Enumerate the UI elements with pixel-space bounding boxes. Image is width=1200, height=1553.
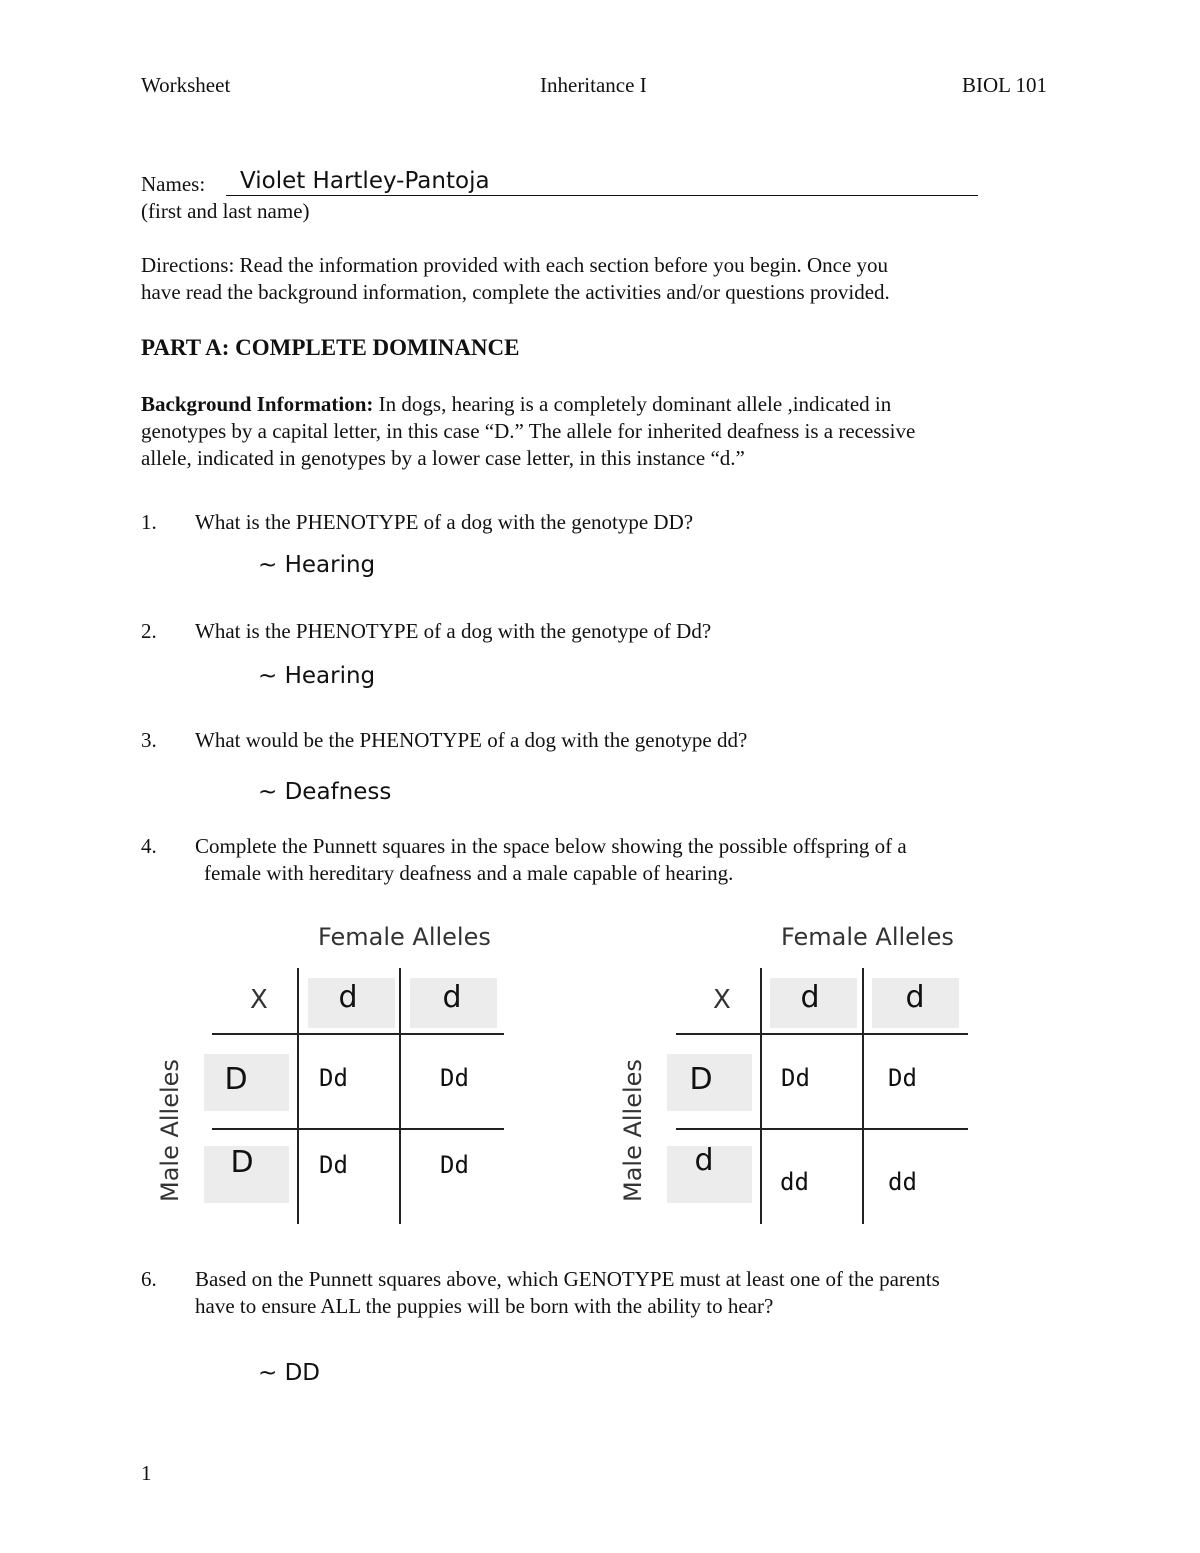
female-allele-1: d	[800, 980, 820, 1015]
question-3-text: What would be the PHENOTYPE of a dog with the genotype dd?	[195, 728, 748, 752]
question-4-number: 4.	[141, 834, 157, 858]
question-1-text: What is the PHENOTYPE of a dog with the genotype DD?	[195, 510, 694, 534]
offspring-cell[interactable]: Dd	[440, 1064, 469, 1092]
grid-line	[760, 968, 762, 1224]
question-6-text2: have to ensure ALL the puppies will be born with the ability to hear?	[195, 1294, 774, 1318]
directions-line1: Directions: Read the information provided with each section before you begin. Once you	[141, 253, 889, 277]
question-6-number: 6.	[141, 1267, 157, 1291]
female-alleles-title: Female Alleles	[781, 923, 954, 951]
background-line1	[141, 391, 891, 418]
offspring-cell[interactable]: Dd	[319, 1064, 348, 1092]
names-hint: (first and last name)	[141, 199, 310, 223]
male-allele-2: d	[694, 1143, 714, 1178]
offspring-cell[interactable]: Dd	[319, 1151, 348, 1179]
question-4-text2: female with hereditary deafness and a male capable of hearing.	[204, 861, 734, 885]
question-2-text: What is the PHENOTYPE of a dog with the genotype of Dd?	[195, 619, 712, 643]
grid-line	[399, 968, 401, 1224]
answer-6[interactable]: ~ DD	[258, 1360, 321, 1386]
cross-symbol: X	[250, 985, 268, 1015]
cross-symbol: X	[713, 985, 731, 1015]
grid-line	[676, 1033, 968, 1035]
answer-3[interactable]: ~ Deafness	[258, 779, 392, 805]
answer-2[interactable]: ~ Hearing	[258, 663, 376, 689]
male-alleles-title: Male Alleles	[156, 1059, 184, 1202]
background-line2: genotypes by a capital letter, in this case “D.” The allele for inherited deafness is a recessive	[141, 419, 916, 443]
offspring-cell[interactable]: dd	[780, 1168, 809, 1196]
male-alleles-title: Male Alleles	[619, 1059, 647, 1202]
offspring-cell[interactable]: Dd	[888, 1064, 917, 1092]
page-number: 1	[141, 1461, 152, 1485]
female-alleles-title: Female Alleles	[318, 923, 491, 951]
header-right: BIOL 101	[962, 73, 1047, 97]
question-1-number: 1.	[141, 510, 157, 534]
header-center: Inheritance I	[540, 73, 647, 97]
question-4-text: Complete the Punnett squares in the space below showing the possible offspring of a	[195, 834, 907, 858]
male-allele-2: D	[230, 1145, 254, 1180]
offspring-cell[interactable]: dd	[888, 1168, 917, 1196]
offspring-cell[interactable]: Dd	[440, 1151, 469, 1179]
names-underline	[226, 195, 978, 196]
question-3-number: 3.	[141, 728, 157, 752]
directions-line2: have read the background information, complete the activities and/or questions provided.	[141, 280, 890, 304]
grid-line	[297, 968, 299, 1224]
background-line3: allele, indicated in genotypes by a lower case letter, in this instance “d.”	[141, 446, 745, 470]
female-allele-2: d	[905, 980, 925, 1015]
grid-line	[862, 968, 864, 1224]
offspring-cell[interactable]: Dd	[781, 1064, 810, 1092]
grid-line	[212, 1033, 504, 1035]
header-left: Worksheet	[141, 73, 231, 97]
question-2-number: 2.	[141, 619, 157, 643]
grid-line	[676, 1128, 968, 1130]
background-text1: In dogs, hearing is a completely dominant allele ,indicated in	[373, 392, 892, 416]
question-6-text: Based on the Punnett squares above, which GENOTYPE must at least one of the parents	[195, 1267, 940, 1291]
answer-1[interactable]: ~ Hearing	[258, 552, 376, 578]
names-label: Names:	[141, 172, 206, 196]
male-allele-1: D	[689, 1062, 713, 1097]
male-allele-1: D	[224, 1062, 248, 1097]
background-label: Background Information:	[141, 392, 374, 416]
female-allele-2: d	[442, 980, 462, 1015]
part-a-heading: PART A: COMPLETE DOMINANCE	[141, 335, 520, 360]
names-value[interactable]: Violet Hartley-Pantoja	[240, 168, 490, 194]
female-allele-1: d	[338, 980, 358, 1015]
grid-line	[212, 1128, 504, 1130]
